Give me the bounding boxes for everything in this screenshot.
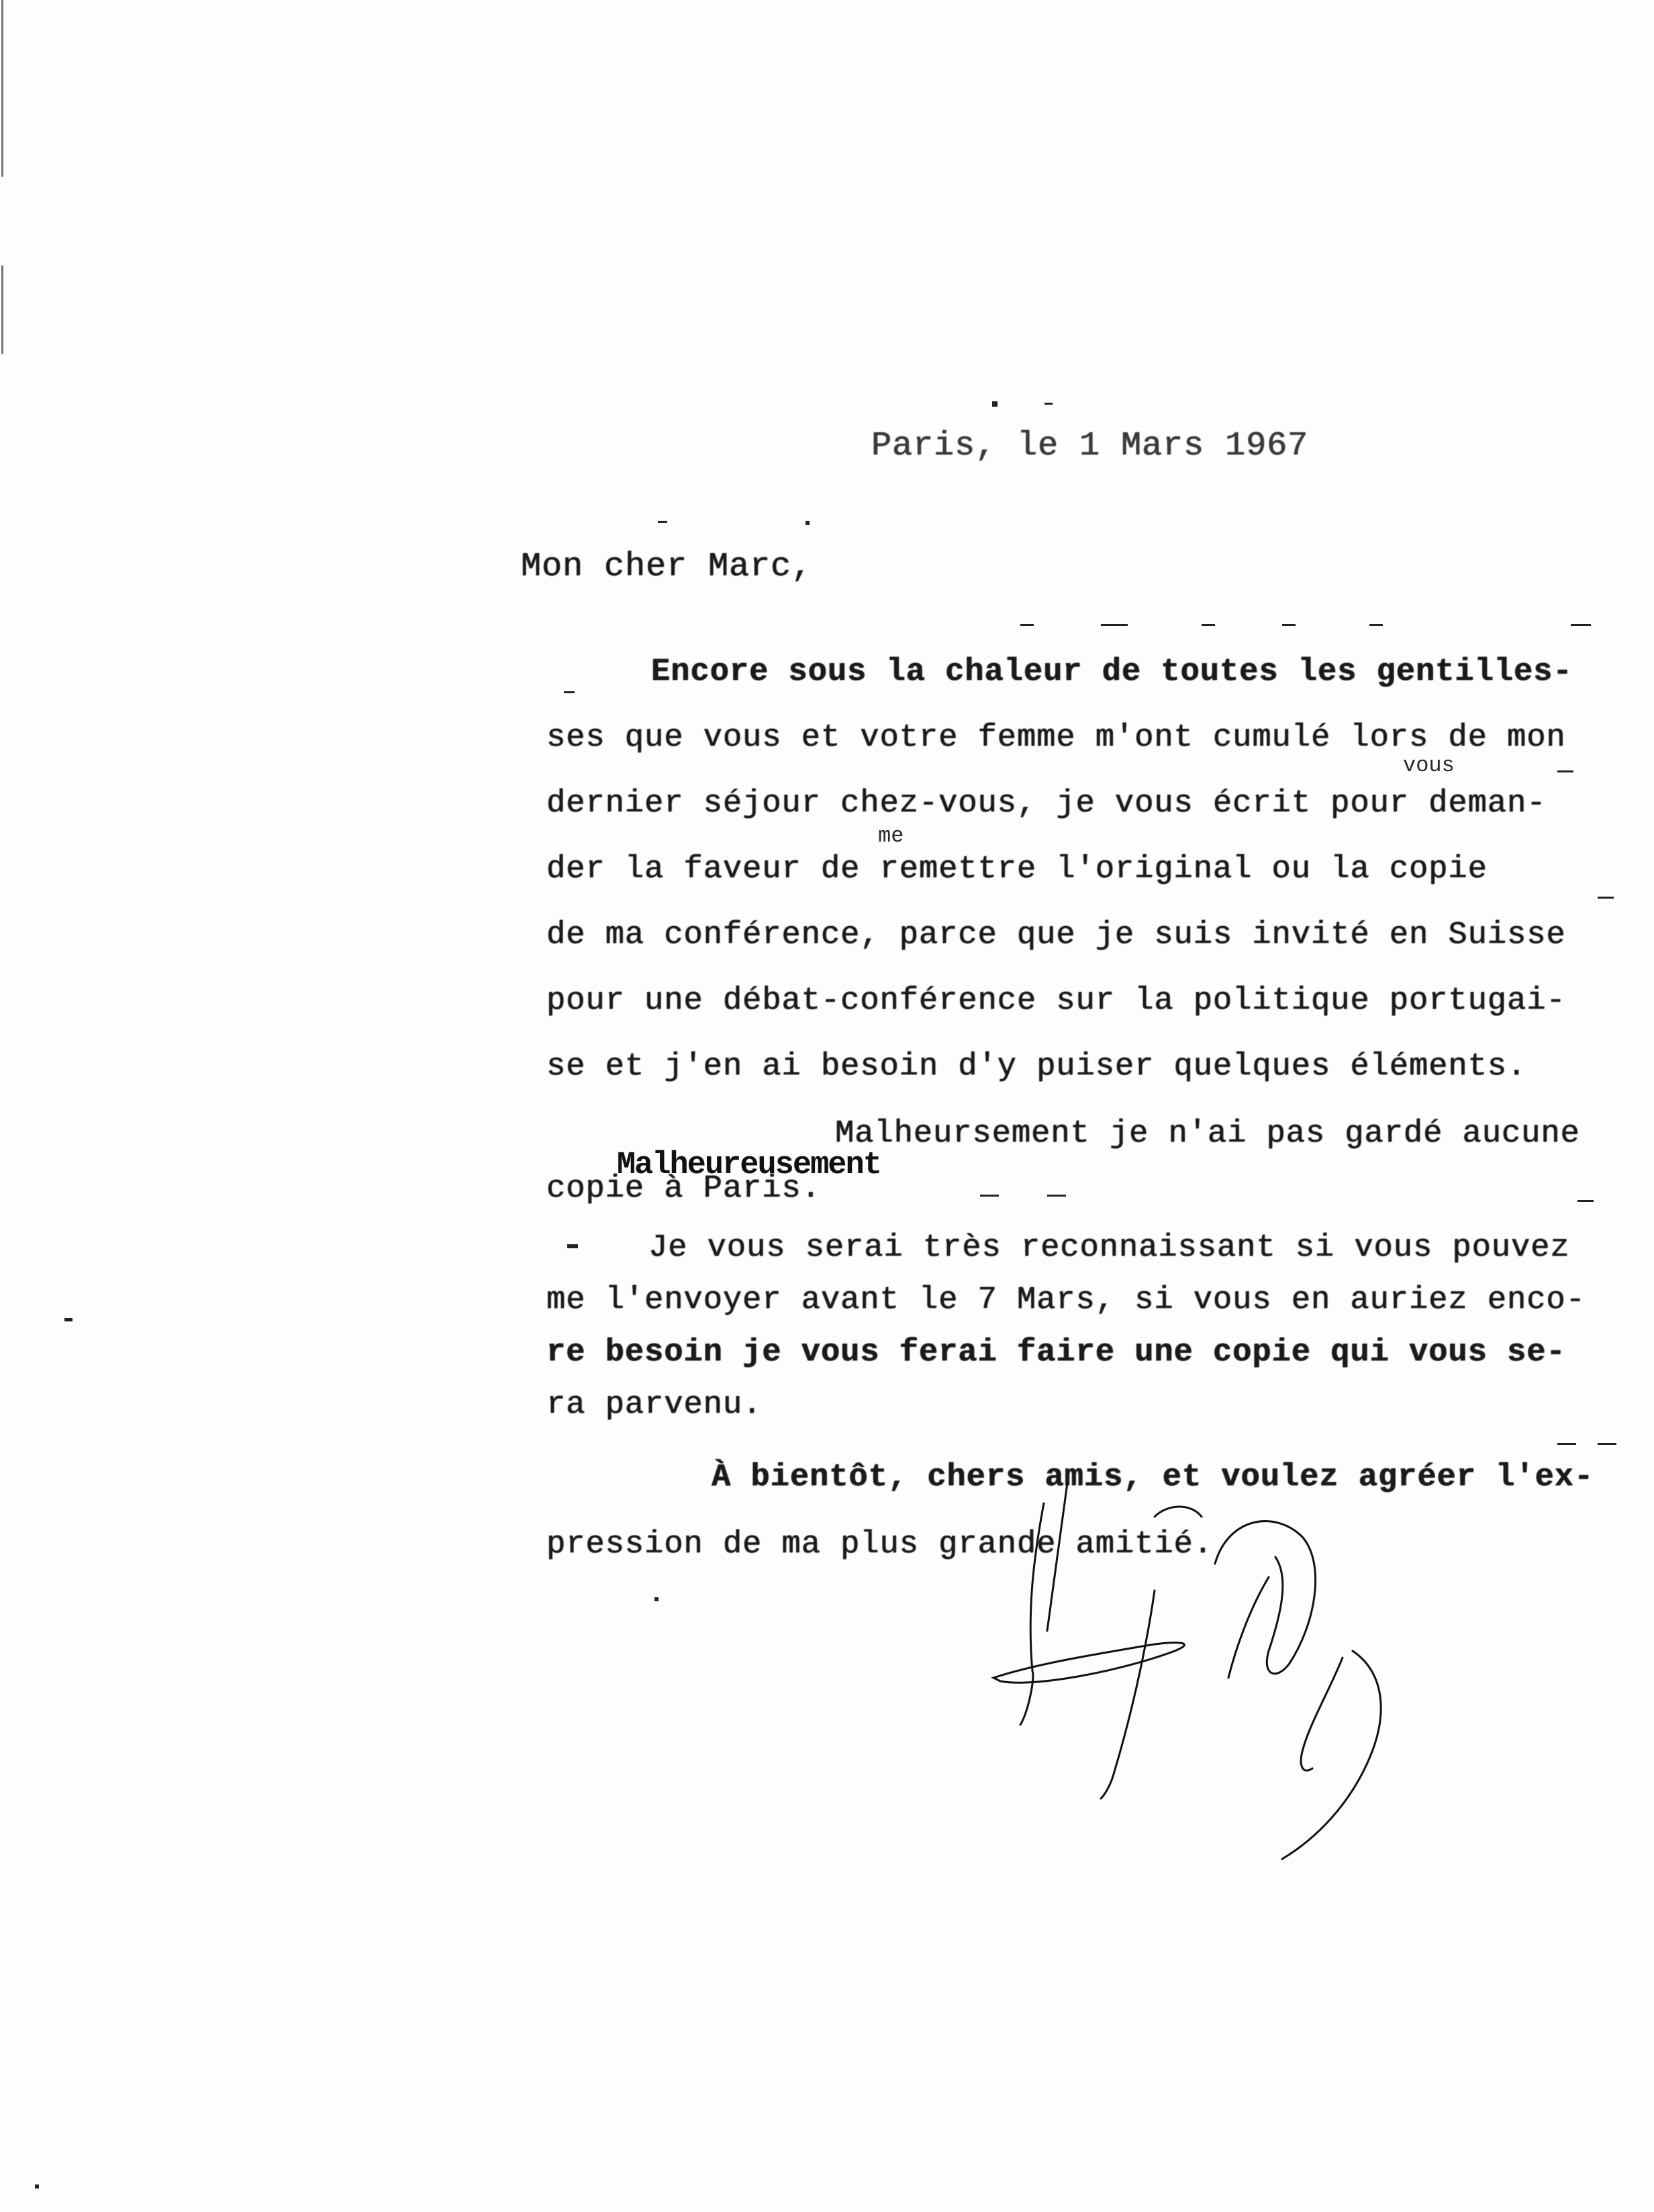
body-line: me l'envoyer avant le 7 Mars, si vous en auriez enco- — [546, 1283, 1586, 1318]
ink-speck — [1044, 403, 1053, 405]
ink-speck — [992, 401, 998, 407]
ink-speck — [564, 691, 575, 693]
ink-speck — [1571, 624, 1591, 626]
ink-speck — [658, 521, 667, 523]
ink-speck — [1020, 624, 1034, 626]
interlinear-me: me — [878, 823, 904, 848]
ink-speck — [1369, 624, 1383, 626]
handwritten-signature — [953, 1409, 1477, 1866]
ink-speck — [1598, 1443, 1616, 1445]
letter-date: Paris, le 1 Mars 1967 — [871, 427, 1309, 465]
ink-speck — [64, 1318, 72, 1321]
ink-speck — [654, 1597, 659, 1601]
body-line: Malheursement je n'ai pas gardé aucune — [835, 1116, 1580, 1152]
scan-edge — [1, 0, 3, 2212]
salutation: Mon cher Marc, — [521, 548, 813, 586]
body-line: der la faveur de remettre l'original ou la copie — [546, 852, 1488, 887]
body-line: copie à Paris. — [546, 1171, 821, 1207]
body-line: Je vous serai très reconnaissant si vous pouvez — [648, 1230, 1570, 1266]
ink-speck — [567, 1244, 578, 1248]
ink-speck — [1047, 1195, 1066, 1197]
body-line: ra parvenu. — [546, 1387, 763, 1423]
body-line: re besoin je vous ferai faire une copie qui vous se- — [546, 1335, 1566, 1370]
body-line: Encore sous la chaleur de toutes les gentilles- — [651, 654, 1573, 690]
ink-speck — [35, 2184, 39, 2189]
body-line: dernier séjour chez-vous, je vous écrit pour deman- — [546, 786, 1547, 821]
body-line: ses que vous et votre femme m'ont cumulé lors de mon — [546, 720, 1566, 756]
closing-line: À bientôt, chers amis, et voulez agréer l'ex- — [712, 1460, 1594, 1495]
ink-speck — [1282, 624, 1296, 626]
interlinear-vous: vous — [1403, 753, 1455, 778]
ink-speck — [806, 521, 810, 525]
closing-line: pression de ma plus grande amitié. — [546, 1527, 1213, 1562]
body-line: se et j'en ai besoin d'y puiser quelques éléments. — [546, 1049, 1527, 1085]
ink-speck — [980, 1195, 999, 1197]
ink-speck — [1101, 624, 1128, 626]
body-line: de ma conférence, parce que je suis invité en Suisse — [546, 917, 1566, 953]
ink-speck — [1557, 1443, 1576, 1445]
ink-speck — [1557, 770, 1573, 772]
body-line: pour une débat-conférence sur la politique portugai- — [546, 983, 1566, 1019]
struck-word-text: Malheureusement — [616, 1148, 881, 1183]
ink-speck — [1577, 1200, 1594, 1202]
ink-speck — [1202, 624, 1215, 626]
ink-speck — [1598, 897, 1614, 899]
